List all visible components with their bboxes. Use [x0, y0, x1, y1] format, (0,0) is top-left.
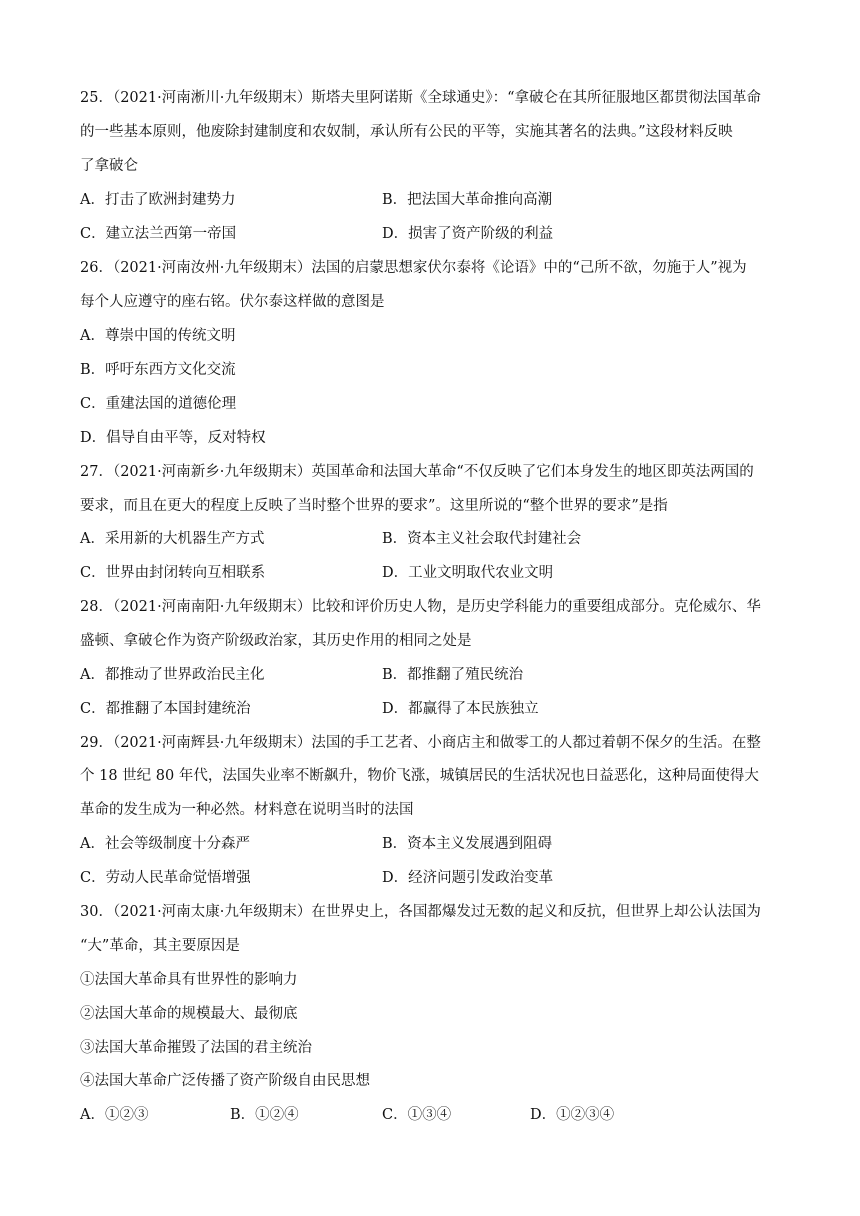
- q30-option-a: A．①②③: [80, 1107, 149, 1123]
- q29-stem-line-1: 29．（2021·河南辉县·九年级期末）法国的手工艺者、小商店主和做零工的人都过着朝不保夕的生活。在整: [80, 735, 761, 751]
- q28-option-b: B．都推翻了殖民统治: [382, 667, 524, 683]
- q29-option-b: B．资本主义发展遇到阻碍: [382, 836, 553, 852]
- q29-option-d: D．经济问题引发政治变革: [382, 870, 554, 886]
- q25-option-c: C．建立法兰西第一帝国: [80, 226, 237, 242]
- q25-stem-line-2: 的一些基本原则，他废除封建制度和农奴制，承认所有公民的平等，实施其著名的法典。”这段材料反映: [80, 124, 733, 140]
- q28-option-c: C．都推翻了本国封建统治: [80, 701, 251, 717]
- q26-option-a: A．尊崇中国的传统文明: [80, 328, 236, 344]
- q25-option-d: D．损害了资产阶级的利益: [382, 226, 554, 242]
- q26-option-d: D．倡导自由平等，反对特权: [80, 430, 266, 446]
- q27-stem-line-2: 要求，而且在更大的程度上反映了当时整个世界的要求”。这里所说的“整个世界的要求”是指: [80, 498, 668, 514]
- q27-option-b: B．资本主义社会取代封建社会: [382, 531, 582, 547]
- q26-stem-line-1: 26．（2021·河南汝州·九年级期末）法国的启蒙思想家伏尔泰将《论语》中的“己所不欲，勿施于人”视为: [80, 260, 747, 276]
- q27-stem-line-1: 27．（2021·河南新乡·九年级期末）英国革命和法国大革命“不仅反映了它们本身发生的地区即英法两国的: [80, 464, 754, 480]
- q25-stem-line-1: 25．（2021·河南淅川·九年级期末）斯塔夫里阿诺斯《全球通史》：“拿破仑在其所征服地区都贯彻法国革命: [80, 90, 761, 106]
- q30-statement-4: ④法国大革命广泛传播了资产阶级自由民思想: [80, 1073, 370, 1089]
- q30-statement-1: ①法国大革命具有世界性的影响力: [80, 972, 298, 988]
- q30-stem-line-2: “大”革命，其主要原因是: [80, 938, 240, 954]
- q25-stem-line-3: 了拿破仑: [80, 158, 138, 174]
- q29-option-a: A．社会等级制度十分森严: [80, 836, 250, 852]
- q29-stem-line-3: 革命的发生成为一种必然。材料意在说明当时的法国: [80, 802, 414, 818]
- q30-option-c: C．①③④: [382, 1107, 452, 1123]
- q28-option-d: D．都赢得了本民族独立: [382, 701, 539, 717]
- q30-stem-line-1: 30．（2021·河南太康·九年级期末）在世界史上，各国都爆发过无数的起义和反抗，但世界上却公认法国为: [80, 904, 761, 920]
- q25-option-b: B．把法国大革命推向高潮: [382, 192, 553, 208]
- q29-option-c: C．劳动人民革命觉悟增强: [80, 870, 251, 886]
- q26-stem-line-2: 每个人应遵守的座右铭。伏尔泰这样做的意图是: [80, 294, 385, 310]
- q27-option-c: C．世界由封闭转向互相联系: [80, 565, 266, 581]
- q27-option-d: D．工业文明取代农业文明: [382, 565, 554, 581]
- q27-option-a: A．采用新的大机器生产方式: [80, 531, 265, 547]
- q29-stem-line-2: 个 18 世纪 80 年代，法国失业率不断飙升，物价飞涨，城镇居民的生活状况也日益恶化，这种局面使得大: [80, 768, 759, 784]
- q28-stem-line-1: 28．（2021·河南南阳·九年级期末）比较和评价历史人物，是历史学科能力的重要组成部分。克伦威尔、华: [80, 599, 761, 615]
- q30-statement-2: ②法国大革命的规模最大、最彻底: [80, 1006, 298, 1022]
- q26-option-c: C．重建法国的道德伦理: [80, 396, 237, 412]
- q28-stem-line-2: 盛顿、拿破仑作为资产阶级政治家，其历史作用的相同之处是: [80, 633, 472, 649]
- q26-option-b: B．呼吁东西方文化交流: [80, 362, 236, 378]
- q30-option-d: D．①②③④: [530, 1107, 615, 1123]
- q28-option-a: A．都推动了世界政治民主化: [80, 667, 265, 683]
- q30-option-b: B．①②④: [230, 1107, 299, 1123]
- q30-statement-3: ③法国大革命摧毁了法国的君主统治: [80, 1040, 312, 1056]
- q25-option-a: A．打击了欧洲封建势力: [80, 192, 236, 208]
